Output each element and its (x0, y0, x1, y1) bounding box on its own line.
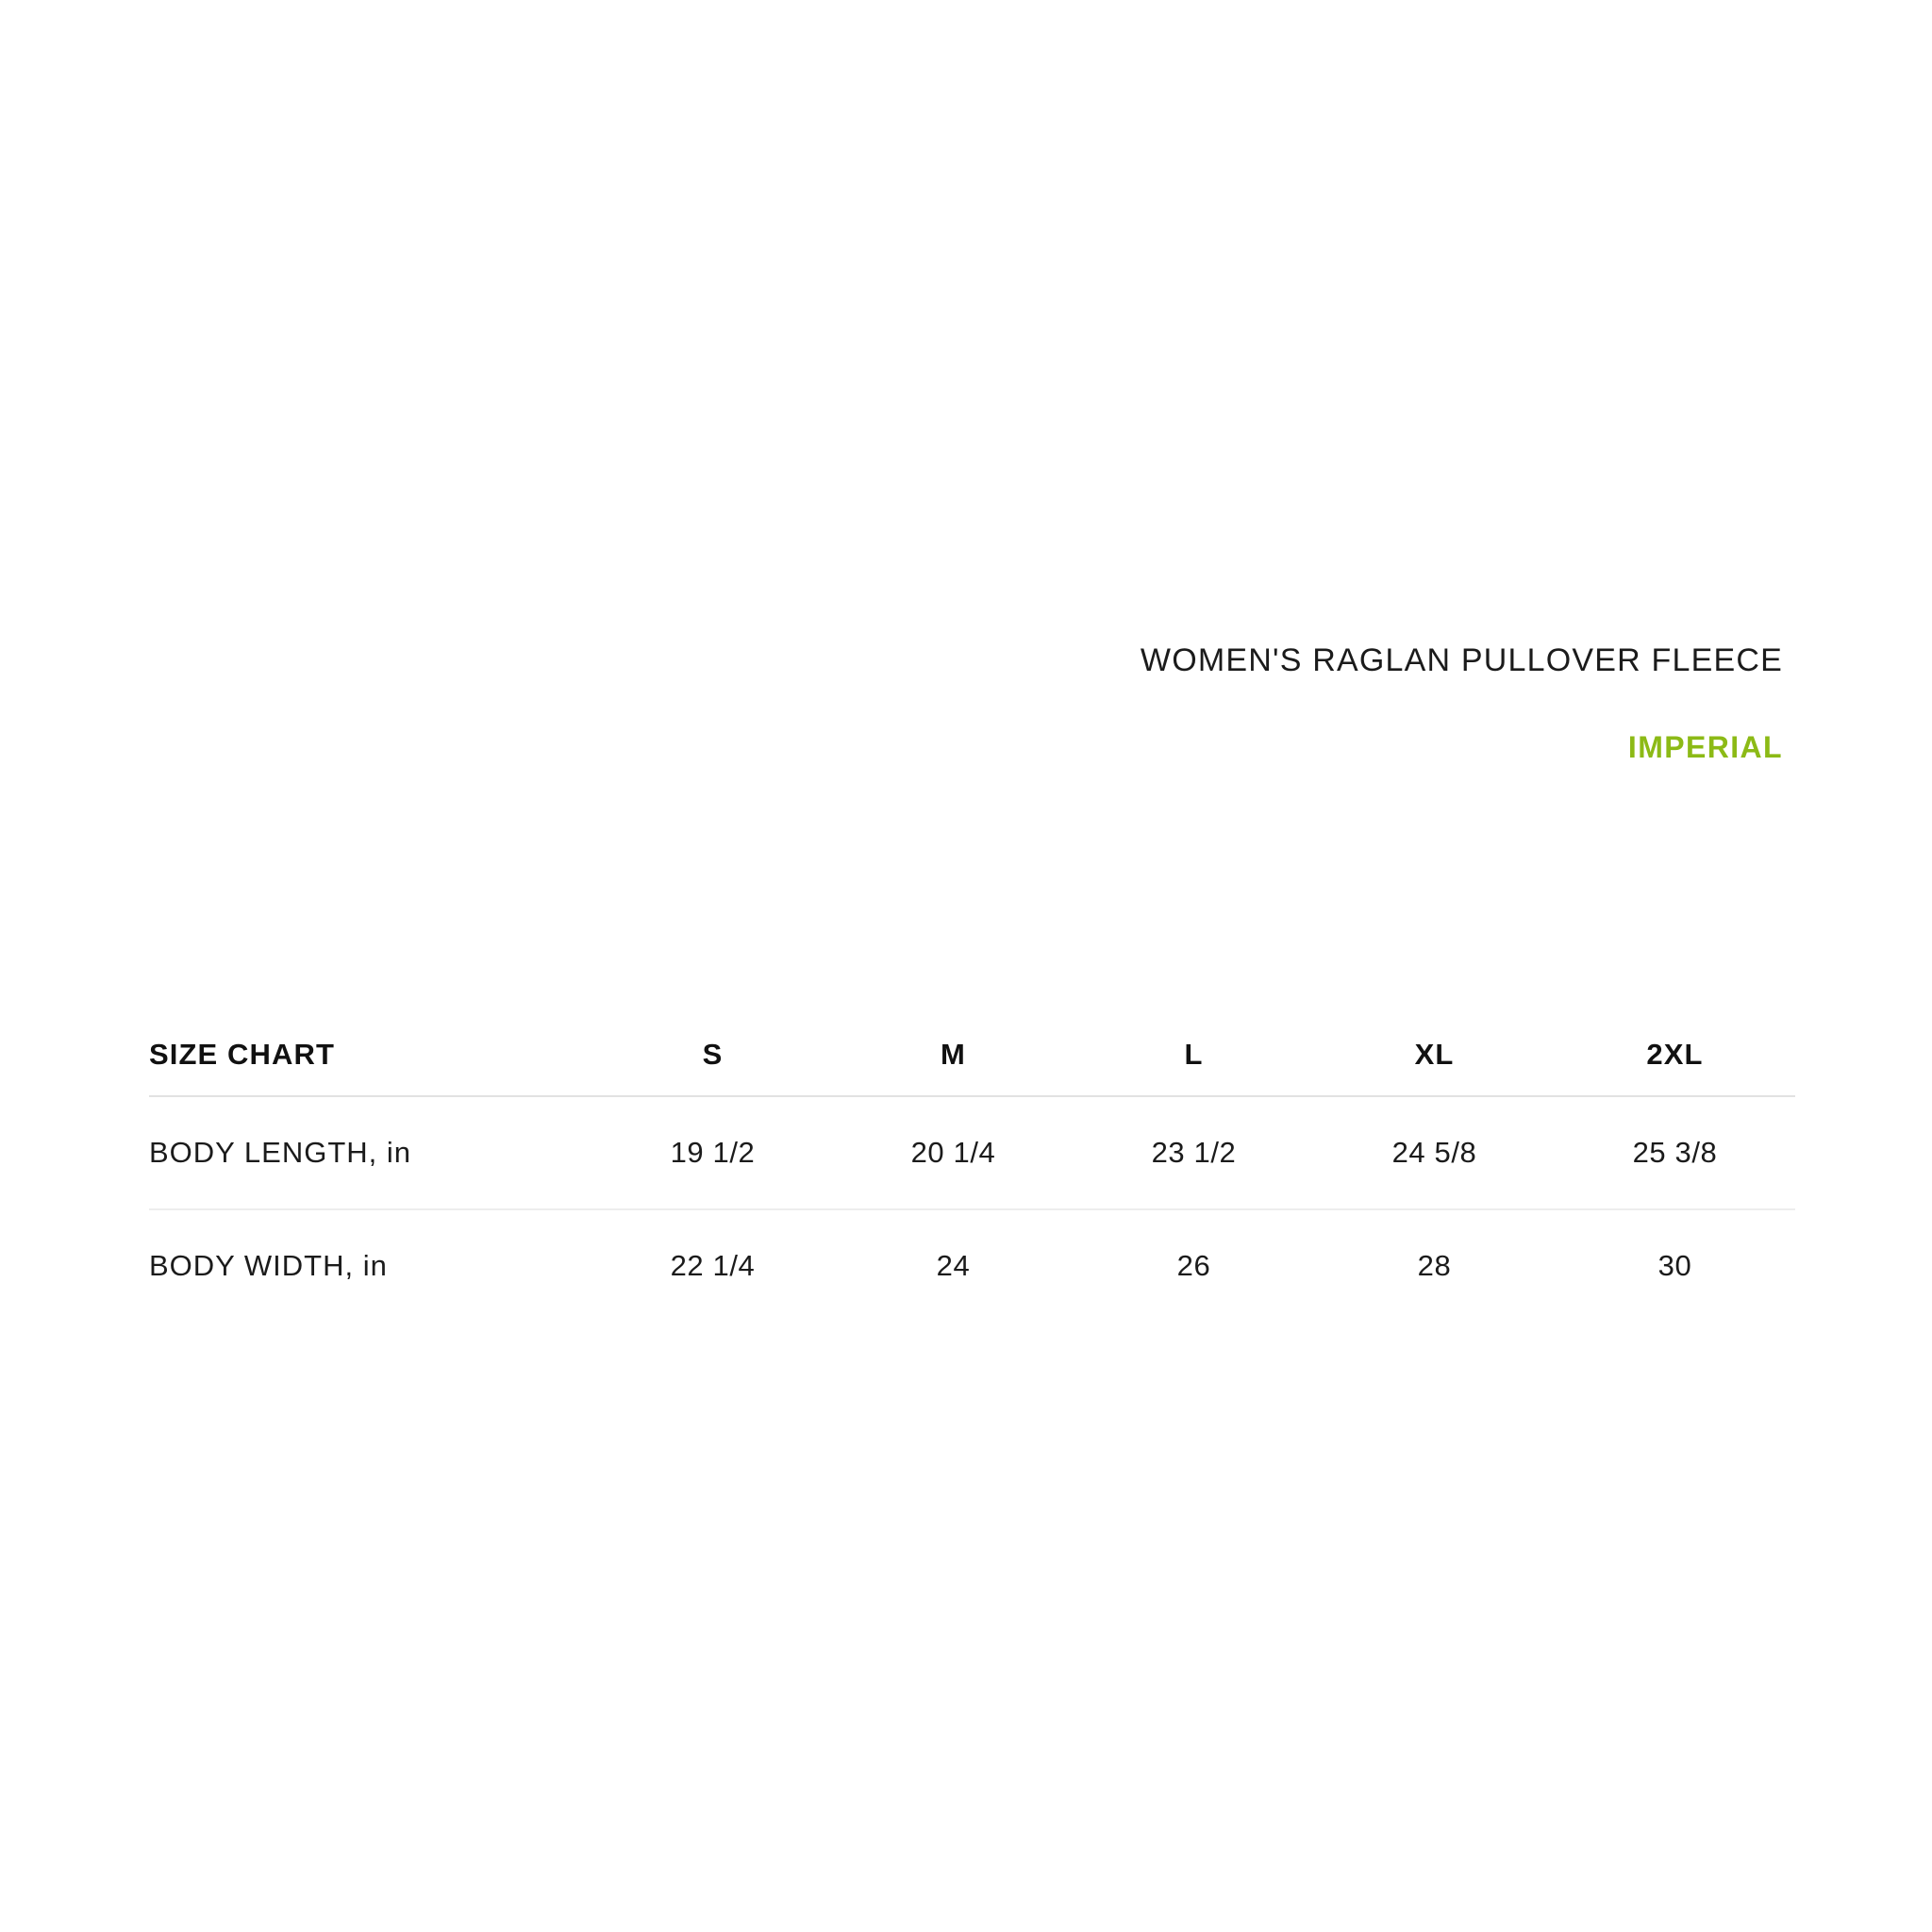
page-title: WOMEN'S RAGLAN PULLOVER FLEECE (1140, 642, 1783, 678)
cell-body-length-2xl: 25 3/8 (1555, 1096, 1795, 1209)
header-block (1141, 641, 1783, 765)
row-label-body-length: BODY LENGTH, in (149, 1096, 592, 1209)
table-row (149, 1096, 1795, 1209)
cell-body-length-xl: 24 5/8 (1314, 1096, 1555, 1209)
cell-body-width-m: 24 (936, 1249, 971, 1282)
column-header-s: S (592, 1014, 833, 1096)
table-title-cell: SIZE CHART (149, 1014, 592, 1096)
cell-body-length-l: 23 1/2 (1074, 1096, 1314, 1209)
cell-body-width-2xl: 30 (1657, 1249, 1692, 1282)
size-chart-table (149, 1014, 1795, 1322)
column-header-xl: XL (1314, 1014, 1555, 1096)
cell-body-length-s: 19 1/2 (592, 1096, 833, 1209)
cell-body-width-xl: 28 (1417, 1249, 1452, 1282)
column-header-2xl: 2XL (1555, 1014, 1795, 1096)
unit-system-label: IMPERIAL (1627, 729, 1783, 764)
column-header-l: L (1074, 1014, 1314, 1096)
size-chart-table-wrapper (149, 1014, 1795, 1322)
row-label-body-width: BODY WIDTH, in (149, 1249, 388, 1282)
column-header-m: M (833, 1014, 1074, 1096)
cell-body-length-m: 20 1/4 (833, 1096, 1074, 1209)
cell-body-width-l: 26 (1176, 1249, 1211, 1282)
table-header-row (149, 1014, 1795, 1096)
table-row (149, 1209, 1795, 1322)
cell-body-width-s: 22 1/4 (670, 1249, 756, 1282)
